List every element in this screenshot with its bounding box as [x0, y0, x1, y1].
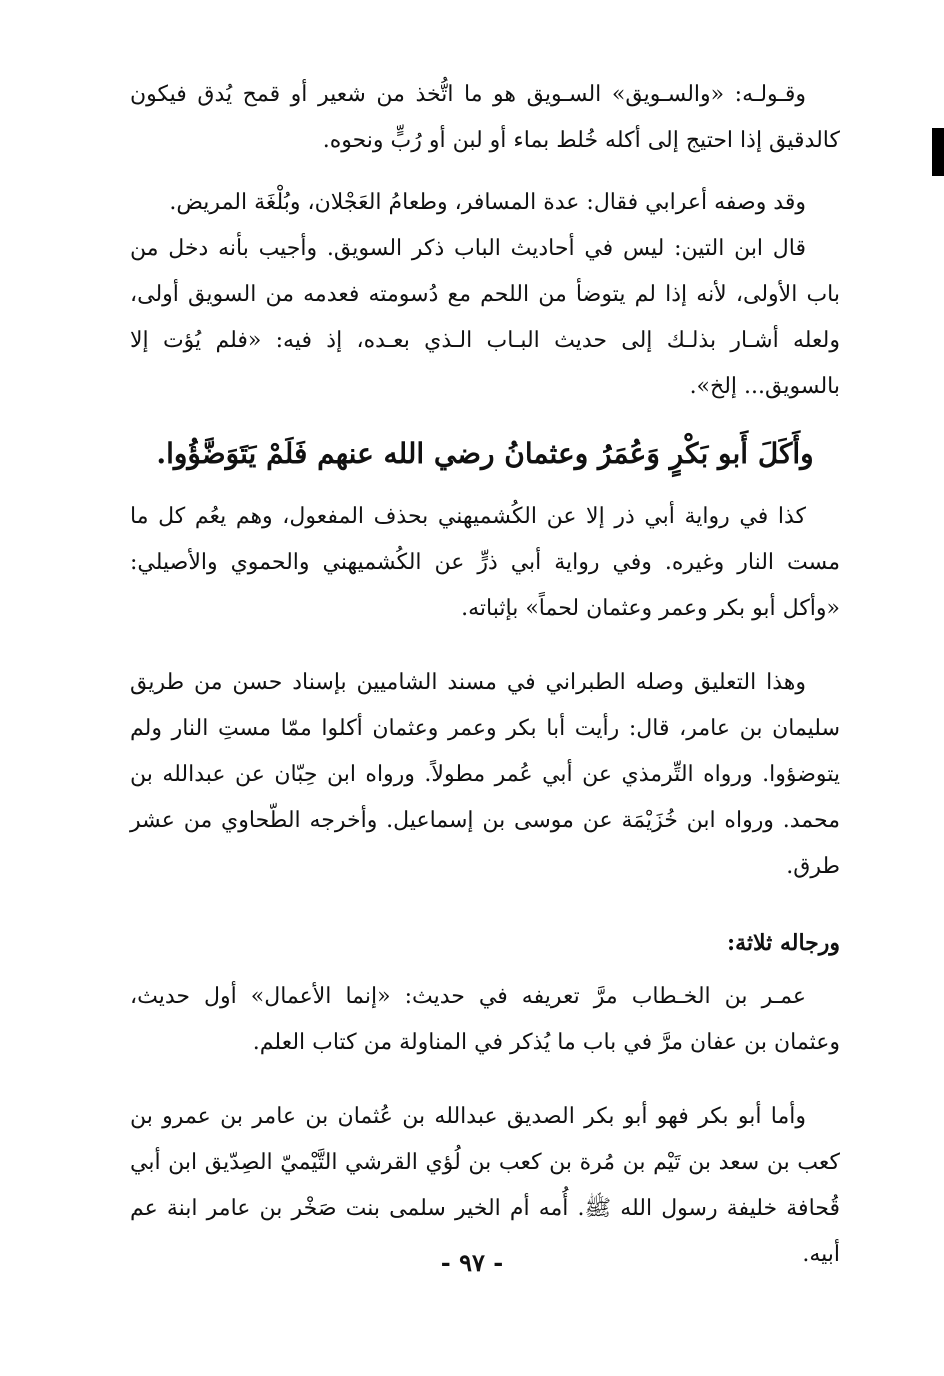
page-content	[130, 72, 840, 1278]
paragraph-bedouin-description: وقد وصفه أعرابي فقال: عدة المسافر، وطعامُ العَجْلان، وبُلْغَة المريض.	[169, 190, 806, 215]
paragraph-umar-uthman: عمـر بن الخـطاب مرَّ تعريفه في حديث: «إنما الأعمال» أول حديث، وعثمان بن عفان مرَّ في باب ما يُذكر في المناولة من كتاب العلم.	[130, 984, 840, 1055]
page-number: - ٩٧ -	[440, 1248, 504, 1277]
paragraph-sawiq-definition: وقـولـه: «والسـويق» السـويق هو ما اتُّخذ من شعير أو قمح يُدق فيكون كالدقيق إذا احتيج إلى أكله خُلط بماء أو لبن أو رُبٍّ ونحوه.	[130, 82, 840, 153]
paragraph-ibn-al-tin: قال ابن التين: ليس في أحاديث الباب ذكر السويق. وأجيب بأنه دخل من باب الأولى، لأنه إذا لم يتوضأ من اللحم مع دُسومته فعدمه من السويق أولى، ولعله أشـار بذلـك إلى حديث البـاب الـذي بعـده، إذ فيه: «فلم يُؤت إلا بالسويق... إلخ».	[130, 236, 840, 399]
page-edge-marker	[932, 128, 944, 176]
hadith-heading: وأَكَلَ أَبو بَكْرٍ وَعُمَرُ وعثمانُ رضي الله عنهم فَلَمْ يَتَوَضَّؤُوا.	[156, 437, 814, 470]
section-heading-narrators: ورجاله ثلاثة:	[727, 930, 840, 956]
paragraph-narration-variants: كذا في رواية أبي ذر إلا عن الكُشميهني بحذف المفعول، وهم يعُم كل ما مست النار وغيره. وفي رواية أبي ذرٍّ عن الكُشميهني والحموي والأصيلي: «وأكل أبو بكر وعمر وعثمان لحماً» بإثباته.	[130, 504, 840, 621]
paragraph-abu-bakr: وأما أبو بكر فهو أبو بكر الصديق عبدالله بن عُثمان بن عامر بن عمرو بن كعب بن سعد بن تَيْم بن مُرة بن كعب بن لُؤي القرشي التَّيْميّ الصِدّيق ابن أبي قُحافة خليفة رسول الله ﷺ. أُمه أم الخير سلمى بنت صَخْر بن عامر ابنة عم أبيه.	[130, 1104, 840, 1267]
paragraph-tabarani-chain: وهذا التعليق وصله الطبراني في مسند الشاميين بإسناد حسن من طريق سليمان بن عامر، قال: رأيت أبا بكر وعمر وعثمان أكلوا ممّا مستِ النار ولم يتوضؤوا. ورواه التِّرمذي عن أبي عُمر مطولاً. ورواه ابن حِبّان عن عبدالله بن محمد. ورواه ابن خُزَيْمَة عن موسى بن إسماعيل. وأخرجه الطّحاوي من عشر طرق.	[130, 670, 840, 879]
